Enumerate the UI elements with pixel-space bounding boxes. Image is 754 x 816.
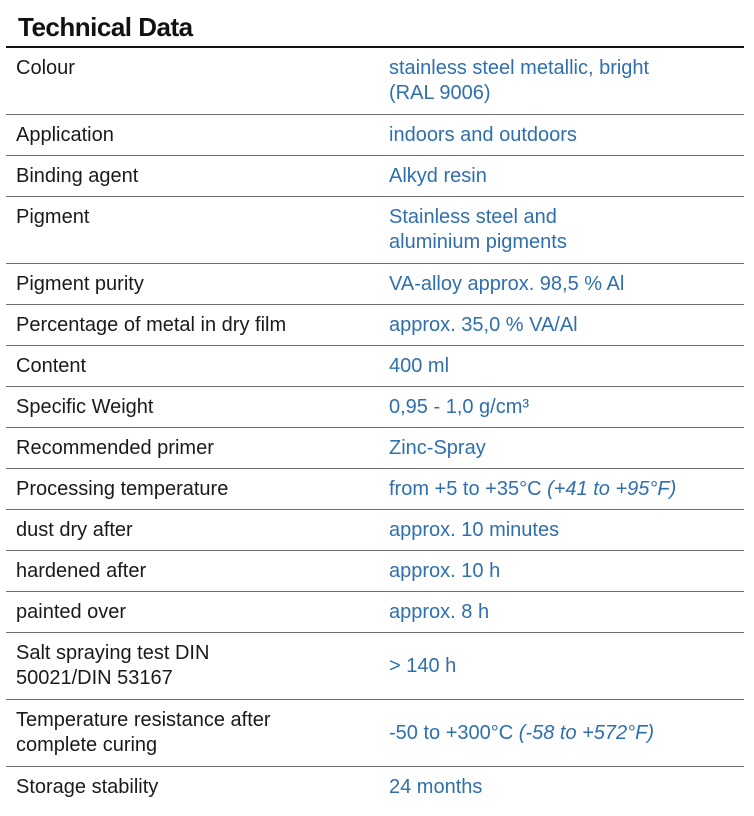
row-value: approx. 35,0 % VA/Al	[389, 314, 578, 336]
table-row-application	[6, 115, 744, 156]
table-row-pigment	[6, 197, 744, 264]
technical-data-table	[6, 48, 744, 808]
table-row-colour	[6, 48, 744, 115]
row-label: Content	[16, 355, 87, 377]
table-row-dust-dry	[6, 510, 744, 551]
row-value: > 140 h	[389, 654, 457, 677]
table-row-temperature-resistance	[6, 700, 744, 767]
row-label: Salt spraying test DIN 50021/DIN 53167	[16, 642, 210, 689]
row-value: VA-alloy approx. 98,5 % Al	[389, 273, 625, 295]
table-row-recommended-primer	[6, 428, 744, 469]
title-bar	[6, 0, 744, 48]
table-row-salt-spray-test	[6, 633, 744, 700]
table-row-storage-stability	[6, 767, 744, 808]
row-label: Pigment	[16, 206, 90, 228]
resistance-fahrenheit: (-58 to +572°F)	[518, 721, 655, 744]
row-value: indoors and outdoors	[389, 124, 577, 146]
row-label: Specific Weight	[16, 396, 154, 418]
row-value: Alkyd resin	[389, 165, 487, 187]
table-row-painted-over	[6, 592, 744, 633]
page-title: Technical Data	[18, 12, 193, 42]
table-row-content	[6, 346, 744, 387]
row-label: Storage stability	[16, 776, 159, 798]
temperature-celsius: from +5 to +35°C	[389, 478, 542, 500]
row-label: Binding agent	[16, 165, 139, 187]
row-label: Colour	[16, 57, 75, 79]
row-label: Recommended primer	[16, 437, 214, 459]
table-row-binding-agent	[6, 156, 744, 197]
table-row-processing-temperature	[6, 469, 744, 510]
row-value: approx. 10 h	[389, 560, 501, 582]
row-label: Processing temperature	[16, 478, 229, 500]
temperature-fahrenheit: (+41 to +95°F)	[547, 478, 677, 500]
row-value: approx. 8 h	[389, 601, 490, 623]
row-label: Temperature resistance after complete curing	[16, 709, 271, 756]
row-label: Pigment purity	[16, 273, 144, 295]
row-label: hardened after	[16, 560, 147, 582]
row-label: Percentage of metal in dry film	[16, 314, 287, 336]
row-value: stainless steel metallic, bright (RAL 9006)	[389, 57, 650, 104]
row-value: 400 ml	[389, 355, 450, 377]
row-value: 0,95 - 1,0 g/cm³	[389, 396, 530, 418]
row-value	[379, 469, 744, 509]
table-row-metal-percentage	[6, 305, 744, 346]
row-value: Zinc-Spray	[389, 437, 486, 459]
row-value: Stainless steel and aluminium pigments	[389, 206, 567, 253]
row-label: Application	[16, 124, 114, 146]
resistance-celsius: -50 to +300°C	[389, 721, 514, 744]
row-value: 24 months	[389, 776, 483, 798]
table-row-hardened	[6, 551, 744, 592]
row-value: approx. 10 minutes	[389, 519, 560, 541]
table-row-pigment-purity	[6, 264, 744, 305]
row-value	[379, 700, 744, 766]
row-label: painted over	[16, 601, 127, 623]
row-label: dust dry after	[16, 519, 133, 541]
table-row-specific-weight	[6, 387, 744, 428]
